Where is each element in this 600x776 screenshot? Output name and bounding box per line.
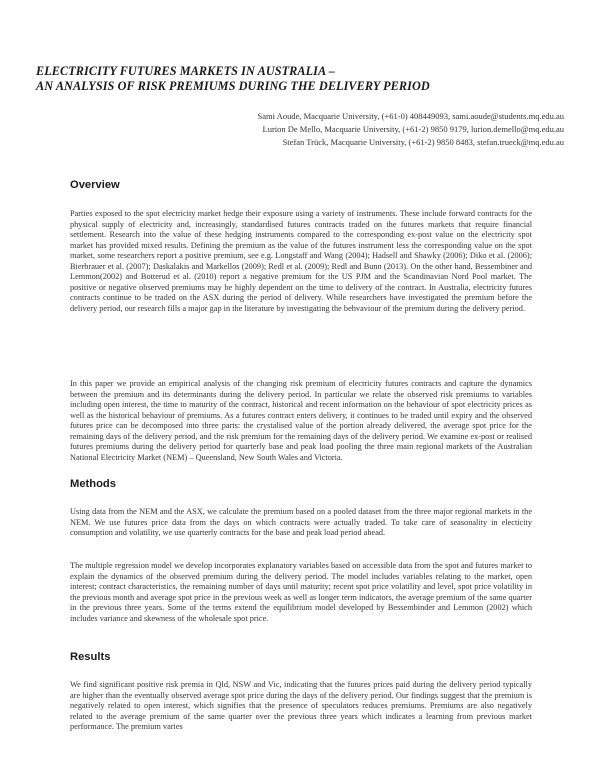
overview-paragraph-1: Parties exposed to the spot electricity market hedge their exposure using a variety of instruments. These include forward contracts for the physical supply of electricity and, increasingly, standardised futures contracts traded on the futures markets that require financial settlement. Research into the value of these hedging instruments compared to the corresponding ex-post value on the electricity spot market has provided mixed results. Defining the premium as the value of the futures instrument less the corresponding value on the spot market, some researchers report a positive premium, see e.g. Longstaff and Wang (2004); Hadsell and Shawky (2006); Diko et al. (2006); Bierbrauer et al. (2007); Daskalakis and Markellos (2009); Redl et al. (2009); Redl and Bunn (2013). On the other hand, Bessembiner and Lemmon(2002) and Botterud et al. (2010) report a negative premium for the US PJM and the Scandinavian Nord Pool market. The positive or negative observed premiums may be highly dependent on the time to delivery of the contract. In Australia, electricity futures contracts continue to be traded on the ASX during the period of delivery. While researchers have investigated the premium before the delivery period, our research fills a major gap in the literature by investigating the behvaviour of the premium during the delivery period.: [70, 209, 532, 313]
results-paragraph-1: We find significant positive risk premia in Qld, NSW and Vic, indicating that the futures prices paid during the delivery period typically are higher than the eventually observed average spot price during the days of the delivery period. Our findings suggest that the premium is negatively related to open interest, which signifies that the presence of speculators reduces premiums. Premiums are also negatively related to the average premium of the same quarter over the previous three years which indicates a learning from previous market performance. The premium varies: [70, 680, 532, 732]
paper-title: [36, 64, 566, 94]
methods-paragraph-1: Using data from the NEM and the ASX, we calculate the premium based on a pooled dataset from the three major regional markets in the NEM. We use futures price data from the days on which contracts were actually traded. To take care of seasonality in electicity consumption and volatility, we use quarterly contracts for the base and peak load period ahead.: [70, 507, 532, 538]
overview-heading: Overview: [70, 179, 120, 191]
methods-paragraph-2: The multiple regression model we develop incorporates explanatory variables based on accessible data from the spot and futures market to explain the dynamics of the observed premium during the delivery period. The model includes variables relating to the market, open interest; contract characteristics, the remaining number of days until maturity; recent spot price volatility and level, spot price volatility in the previous month and average spot price in the previous week as well as longer term indicators, the average premium of the same quarter in the previous three years. Some of the terms extend the equilibrium model developed by Bessembinder and Lemmon (2002) which includes variance and skewness of the wholesale spot price.: [70, 561, 532, 623]
author-block: [144, 110, 564, 149]
overview-paragraph-2: In this paper we provide an empirical analysis of the changing risk premium of electricity futures contracts and capture the dynamics between the premium and its determinants during the delivery period. In particular we relate the observed risk premiums to variables including open interest, the time to maturity of the contract, historical and recent information on the behaviour of spot electricity prices as well as the historical behaviour of premiums. As a futures contract enters delivery, it continues to be traded until expiry and the observed futures price can be decomposed into three parts: the crystalised value of the portion already delivered, the average spot price for the remaining days of the delivery period, and the risk premium for the remaining days of the delivery period. We examine ex-post or realised futures premiums during the delivery period for quarterly base and peak load pooling the three main regional markets of the Australian National Electricity Market (NEM) – Queensland, New South Wales and Victoria.: [70, 379, 532, 462]
methods-heading: Methods: [70, 478, 116, 490]
title-line-1: ELECTRICITY FUTURES MARKETS IN AUSTRALIA –: [36, 64, 335, 78]
author-line: Stefan Trück, Macquarie University, (+61-2) 9850 8483, stefan.trueck@mq.edu.au: [282, 137, 564, 147]
results-heading: Results: [70, 651, 111, 663]
author-line: Lurion De Mello, Macquarie University, (+61-2) 9850 9179, lurion.demello@mq.edu.au: [262, 124, 564, 134]
author-line: Sami Aoude, Macquarie University, (+61-0) 408449093, sami.aoude@students.mq.edu.au: [257, 111, 564, 121]
title-line-2: AN ANALYSIS OF RISK PREMIUMS DURING THE DELIVERY PERIOD: [36, 79, 430, 93]
